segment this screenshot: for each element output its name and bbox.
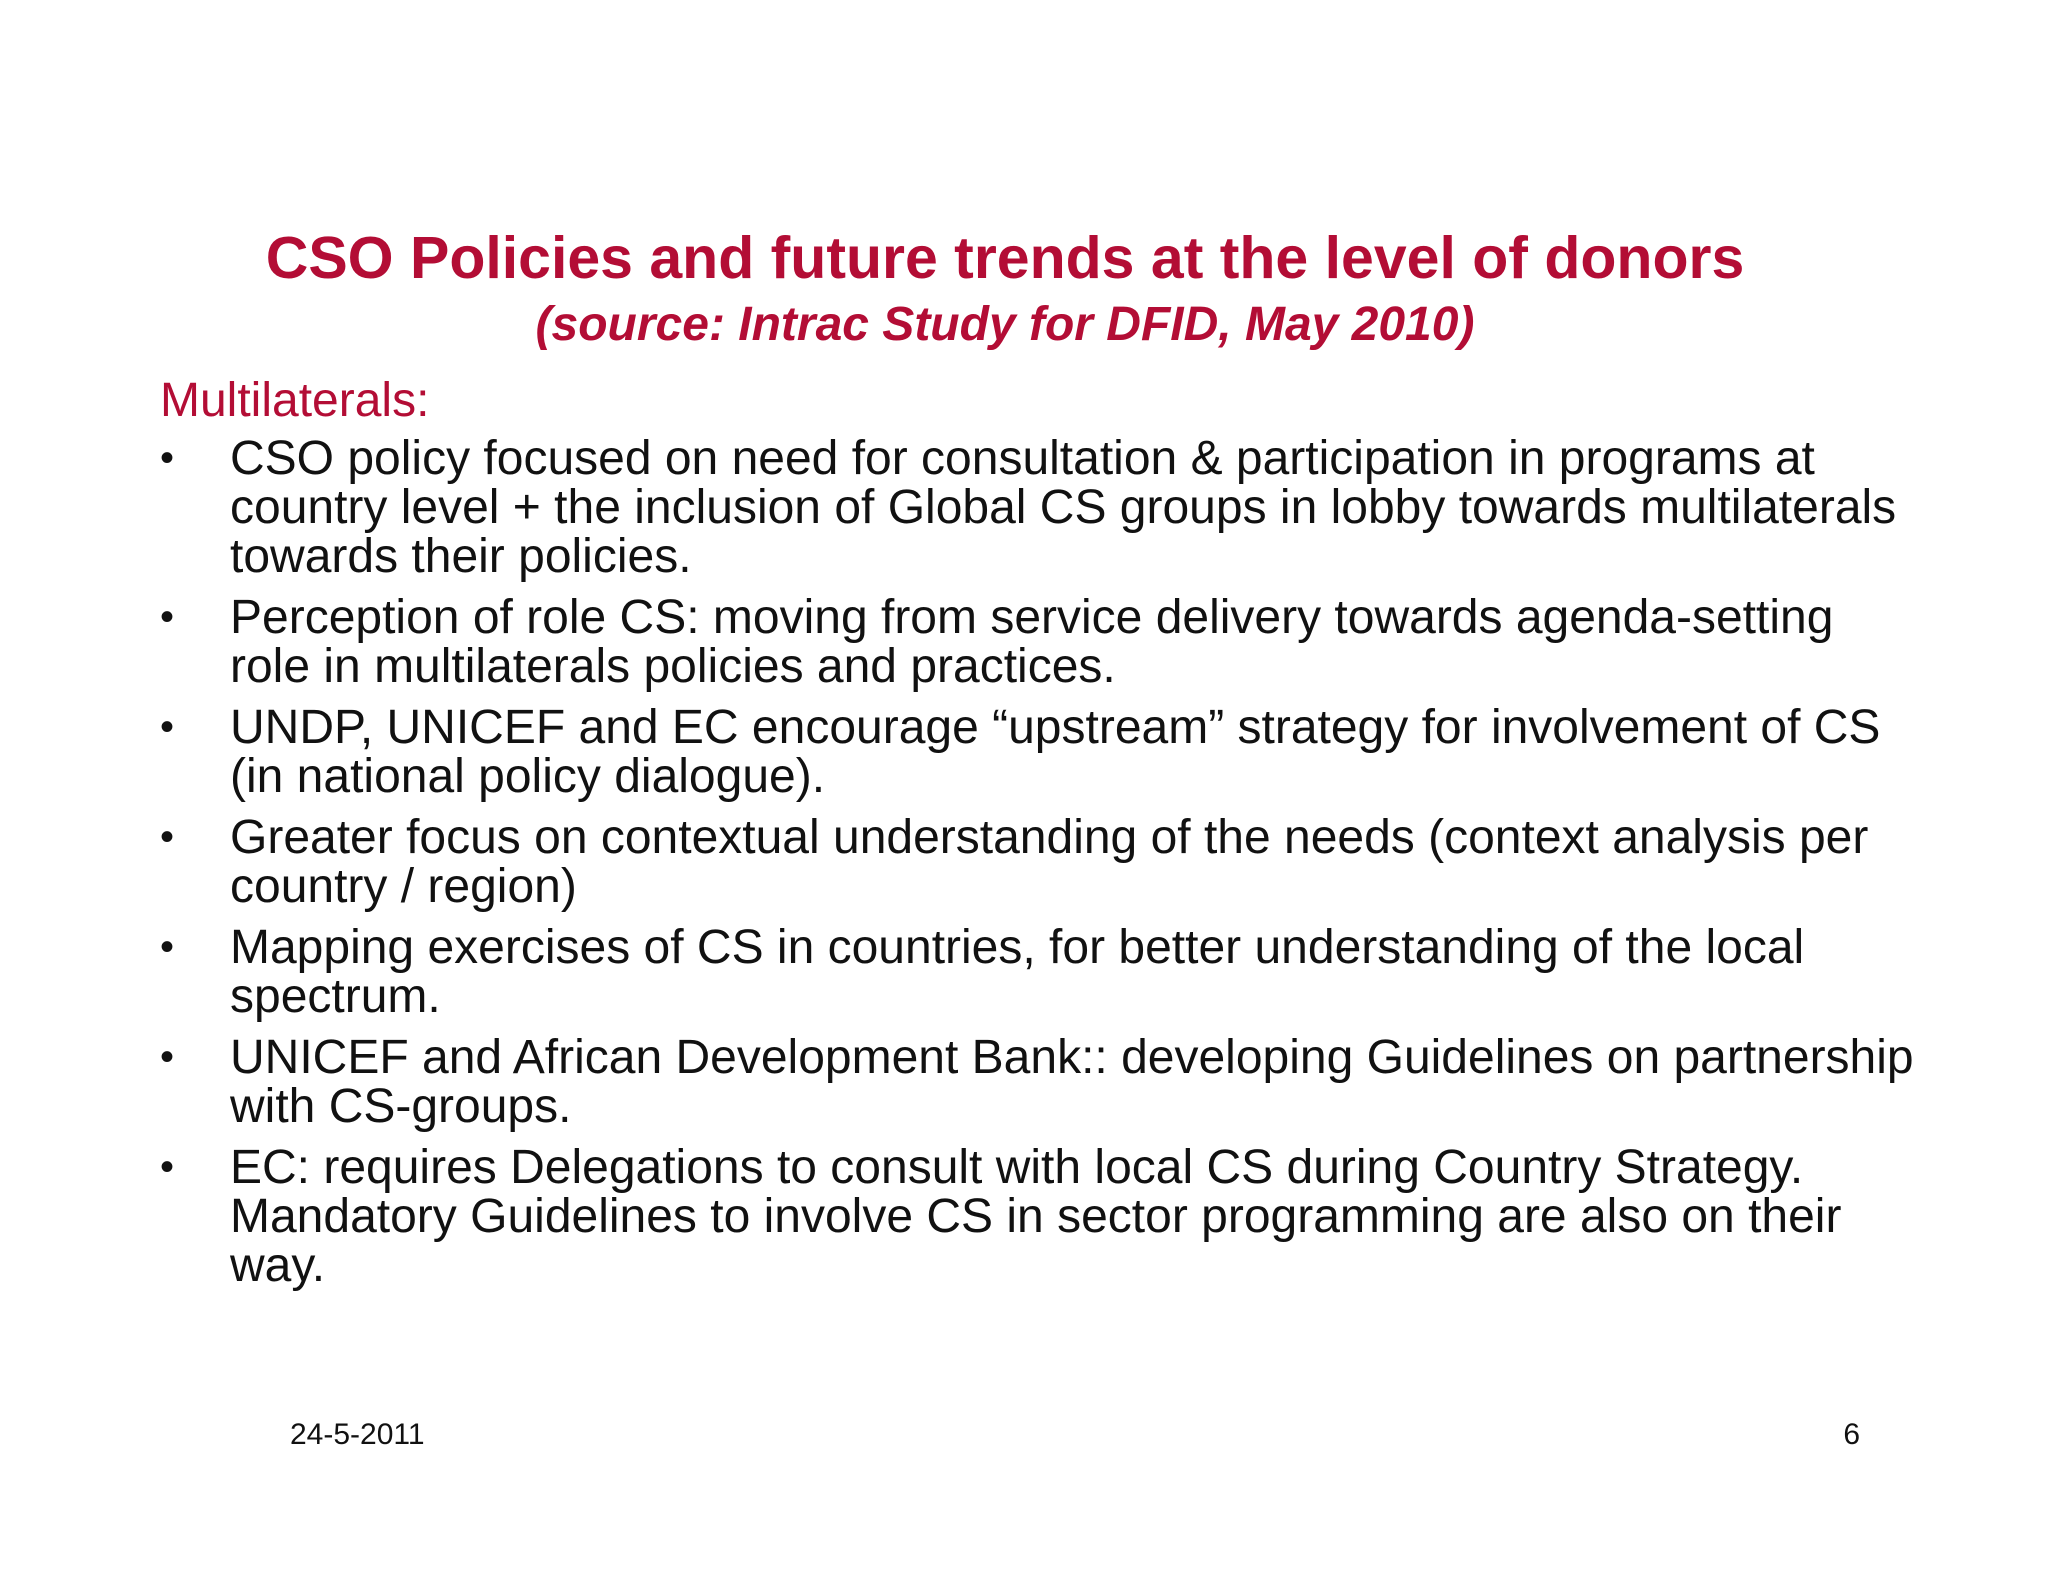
- bullet-icon: •: [160, 815, 175, 859]
- bullet-icon: •: [160, 1035, 175, 1079]
- bullet-text: CSO policy focused on need for consultation & participation in programs at country level + the inclusion of Global CS groups in lobby towards multilaterals towards their policies.: [230, 432, 1897, 583]
- footer-date: 24-5-2011: [290, 1418, 425, 1451]
- bullet-icon: •: [160, 705, 175, 749]
- bullet-icon: •: [160, 595, 175, 639]
- bullet-item: [0, 813, 1920, 911]
- bullet-item: [0, 434, 1920, 581]
- bullet-item: [0, 703, 1920, 801]
- page-number: 6: [1843, 1418, 1860, 1451]
- bullet-icon: •: [160, 925, 175, 969]
- bullet-item: [0, 593, 1920, 691]
- slide-subtitle: (source: Intrac Study for DFID, May 2010): [535, 298, 1475, 351]
- bullet-text: Greater focus on contextual understanding of the needs (context analysis per country / region): [230, 811, 1869, 913]
- bullet-text: Perception of role CS: moving from service delivery towards agenda-setting role in multilaterals policies and practices.: [230, 591, 1834, 693]
- bullet-item: [0, 923, 1920, 1021]
- bullet-text: Mapping exercises of CS in countries, for better understanding of the local spectrum.: [230, 921, 1805, 1023]
- bullet-text: EC: requires Delegations to consult with local CS during Country Strategy. Mandatory Guidelines to involve CS in sector programming are also on their way.: [230, 1141, 1842, 1292]
- slide-title: CSO Policies and future trends at the level of donors: [265, 225, 1745, 291]
- bullet-item: [0, 1033, 1920, 1131]
- bullet-icon: •: [160, 436, 175, 480]
- bullet-item: [0, 1143, 1920, 1290]
- bullet-text: UNICEF and African Development Bank:: developing Guidelines on partnership with CS-groups.: [230, 1031, 1914, 1133]
- bullet-list: [0, 434, 1920, 1302]
- bullet-text: UNDP, UNICEF and EC encourage “upstream” strategy for involvement of CS (in national policy dialogue).: [230, 701, 1881, 803]
- bullet-icon: •: [160, 1145, 175, 1189]
- section-heading: Multilaterals:: [160, 374, 430, 427]
